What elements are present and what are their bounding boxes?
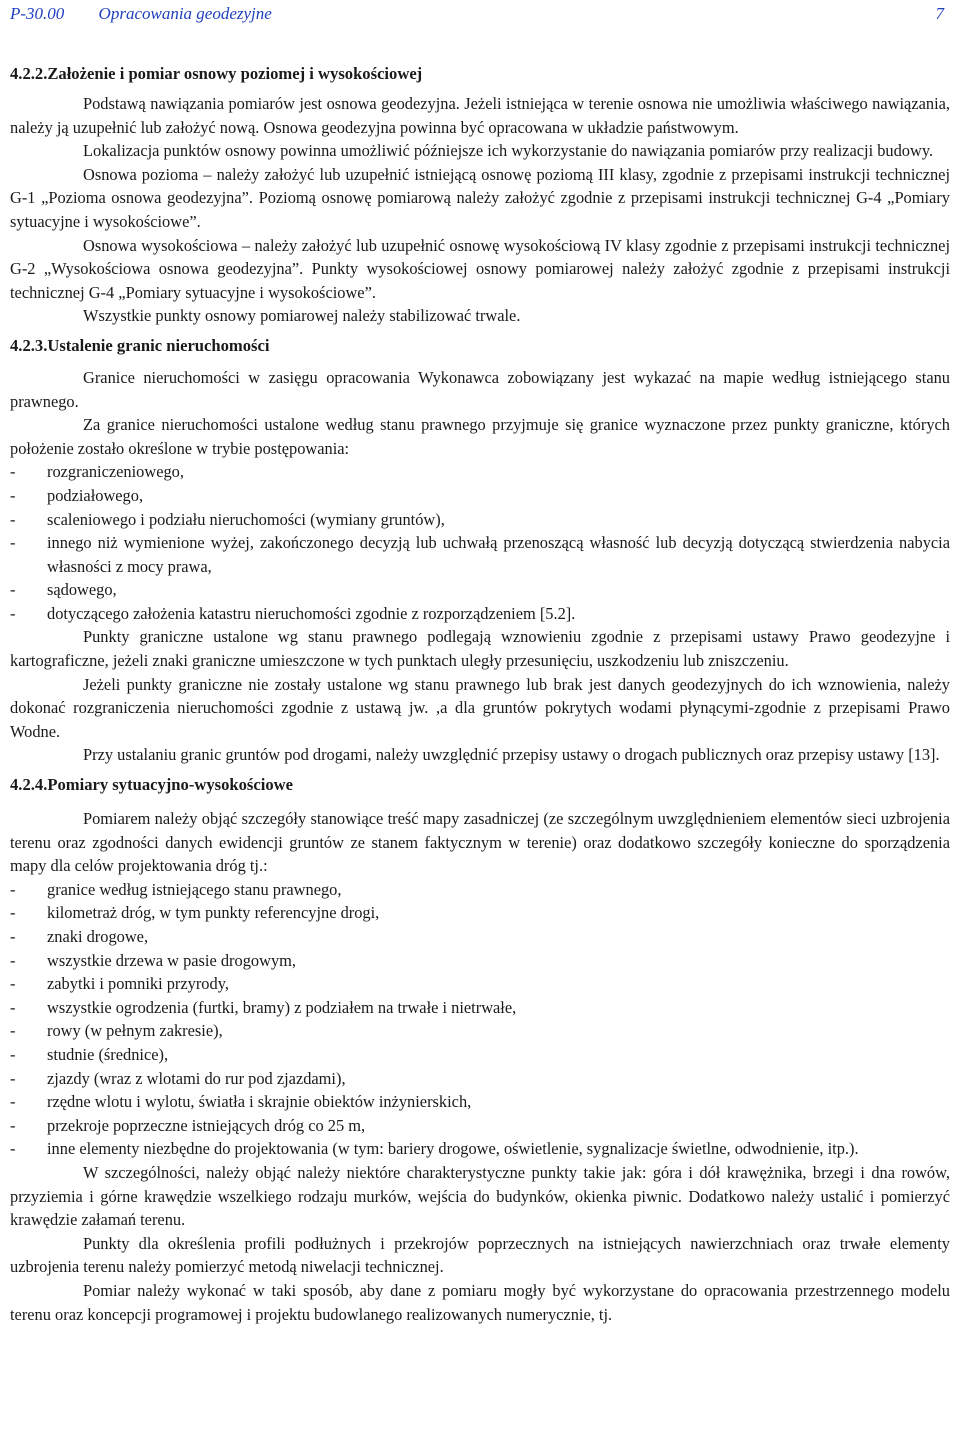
paragraph: Punkty graniczne ustalone wg stanu prawnego podlegają wznowieniu zgodnie z przepisami ustawy Prawo geodezyjne i kartograficzne, jeżeli znaki graniczne umieszczone w tych punktach uległy przesunięciu, uszkodzeniu lub zniszczeniu. bbox=[10, 627, 950, 671]
list-item: - zabytki i pomniki przyrody, bbox=[10, 972, 950, 996]
paragraph: Podstawą nawiązania pomiarów jest osnowa geodezyjna. Jeżeli istniejąca w terenie osnowa nie umożliwia właściwego nawiązania, należy ją uzupełnić lub założyć nową. Osnowa geodezyjna powinna być opracowana w układzie państwowym. bbox=[10, 94, 950, 137]
paragraph: Osnowa pozioma – należy założyć lub uzupełnić istniejącą osnowę poziomą III klasy, zgodnie z przepisami instrukcji technicznej G-1 „Pozioma osnowa geodezyjna”. Poziomą osnowę pomiarową należy założyć zgodnie z przepisami instrukcji technicznej G-4 „Pomiary sytuacyjne i wysokościowe”. bbox=[10, 164, 950, 231]
paragraph: Jeżeli punkty graniczne nie zostały ustalone wg stanu prawnego lub brak jest danych geodezyjnych do ich wznowienia, należy dokonać rozgraniczenia nieruchomości zgodnie z ustawą jw. ,a dla gruntów pokrytych wodami płynącymi-zgodnie z przepisami Prawo Wodne. bbox=[10, 674, 950, 741]
section-body-4-2-4 bbox=[10, 807, 950, 1326]
paragraph: Za granice nieruchomości ustalone według stanu prawnego przyjmuje się granice wyznaczone przez punkty graniczne, których położenie zostało określone w trybie postępowania: bbox=[10, 415, 950, 458]
paragraph: Pomiarem należy objąć szczegóły stanowiące treść mapy zasadniczej (ze szczególnym uwzględnieniem elementów sieci uzbrojenia terenu oraz zgodności danych ewidencji gruntów ze stanem faktycznym w terenie) oraz dodatkowo szczegóły konieczne do sporządzenia mapy dla celów projektowania dróg tj.: bbox=[10, 809, 950, 876]
list-item: - scaleniowego i podziału nieruchomości (wymiany gruntów), bbox=[10, 508, 950, 532]
survey-details-list bbox=[10, 878, 950, 1161]
header-document-title: Opracowania geodezyjne bbox=[98, 4, 272, 23]
header-document-id: P-30.00 bbox=[10, 4, 65, 23]
list-item: - przekroje poprzeczne istniejących dróg co 25 m, bbox=[10, 1114, 950, 1138]
list-item: - kilometraż dróg, w tym punkty referencyjne drogi, bbox=[10, 901, 950, 925]
header-page-number: 7 bbox=[935, 4, 944, 23]
paragraph: Osnowa wysokościowa – należy założyć lub uzupełnić osnowę wysokościową IV klasy zgodnie z przepisami instrukcji technicznej G-2 „Wysokościowa osnowa geodezyjna”. Punkty wysokościowej osnowy pomiarowej należy założyć zgodnie z przepisami instrukcji technicznej G-4 „Pomiary sytuacyjne i wysokościowe”. bbox=[10, 235, 950, 302]
paragraph: Granice nieruchomości w zasięgu opracowania Wykonawca zobowiązany jest wykazać na mapie według istniejącego stanu prawnego. bbox=[10, 367, 950, 411]
paragraph: Wszystkie punkty osnowy pomiarowej należy stabilizować trwale. bbox=[83, 306, 521, 326]
paragraph: Pomiar należy wykonać w taki sposób, aby dane z pomiaru mogły być wykorzystane do opracowania przestrzennego modelu terenu oraz koncepcji programowej i projektu budowlanego realizowanych numerycznie, tj. bbox=[10, 1280, 950, 1324]
paragraph: W szczególności, należy objąć należy niektóre charakterystyczne punkty takie jak: góra i dół krawężnika, brzegi i dna rowów, przyziemia i górne krawędzie wszelkiego rodzaju murków, wejścia do budynków, okienka piwnic. Dodatkowo należy ustalić i pomierzyć krawędzie załamań terenu. bbox=[10, 1162, 950, 1230]
list-item: - wszystkie drzewa w pasie drogowym, bbox=[10, 949, 950, 973]
list-item: - dotyczącego założenia katastru nieruchomości zgodnie z rozporządzeniem [5.2]. bbox=[10, 602, 950, 626]
page-header bbox=[10, 0, 950, 36]
list-item: - inne elementy niezbędne do projektowania (w tym: bariery drogowe, oświetlenie, sygnalizacje świetlne, odwodnienie, itp.). bbox=[10, 1137, 950, 1161]
list-item: - rowy (w pełnym zakresie), bbox=[10, 1019, 950, 1043]
list-item: - wszystkie ogrodzenia (furtki, bramy) z podziałem na trwałe i nietrwałe, bbox=[10, 996, 950, 1020]
section-body-4-2-2 bbox=[10, 92, 950, 328]
paragraph: Lokalizacja punktów osnowy powinna umożliwić późniejsze ich wykorzystanie do nawiązania pomiarów przy realizacji budowy. bbox=[83, 141, 934, 161]
list-item: - znaki drogowe, bbox=[10, 925, 950, 949]
list-item: - zjazdy (wraz z wlotami do rur pod zjazdami), bbox=[10, 1067, 950, 1091]
list-item: - studnie (średnice), bbox=[10, 1043, 950, 1067]
list-item: - rzędne wlotu i wylotu, światła i skrajnie obiektów inżynierskich, bbox=[10, 1090, 950, 1114]
list-item: - granice według istniejącego stanu prawnego, bbox=[10, 878, 950, 902]
section-heading-4-2-3: 4.2.3.Ustalenie granic nieruchomości bbox=[10, 335, 270, 355]
section-heading-4-2-2: 4.2.2.Założenie i pomiar osnowy poziomej i wysokościowej bbox=[10, 64, 423, 83]
list-item: - innego niż wymienione wyżej, zakończonego decyzją lub uchwałą przenoszącą własność lub decyzją dotyczącą stwierdzenia nabycia własności z mocy prawa, bbox=[10, 531, 950, 578]
list-item: - podziałowego, bbox=[10, 484, 950, 508]
section-body-4-2-3 bbox=[10, 366, 950, 767]
paragraph: Punkty dla określenia profili podłużnych i przekrojów poprzecznych na istniejących nawierzchniach oraz trwałe elementy uzbrojenia terenu należy pomierzyć metodą niwelacji technicznej. bbox=[10, 1233, 950, 1277]
section-heading-4-2-4: 4.2.4.Pomiary sytuacyjno-wysokościowe bbox=[10, 775, 293, 795]
paragraph: Przy ustalaniu granic gruntów pod drogami, należy uwzględnić przepisy ustawy o drogach publicznych oraz przepisy ustawy [13]. bbox=[83, 745, 940, 765]
list-item: - sądowego, bbox=[10, 578, 950, 602]
list-item: - rozgraniczeniowego, bbox=[10, 460, 950, 484]
procedure-list bbox=[10, 460, 950, 625]
